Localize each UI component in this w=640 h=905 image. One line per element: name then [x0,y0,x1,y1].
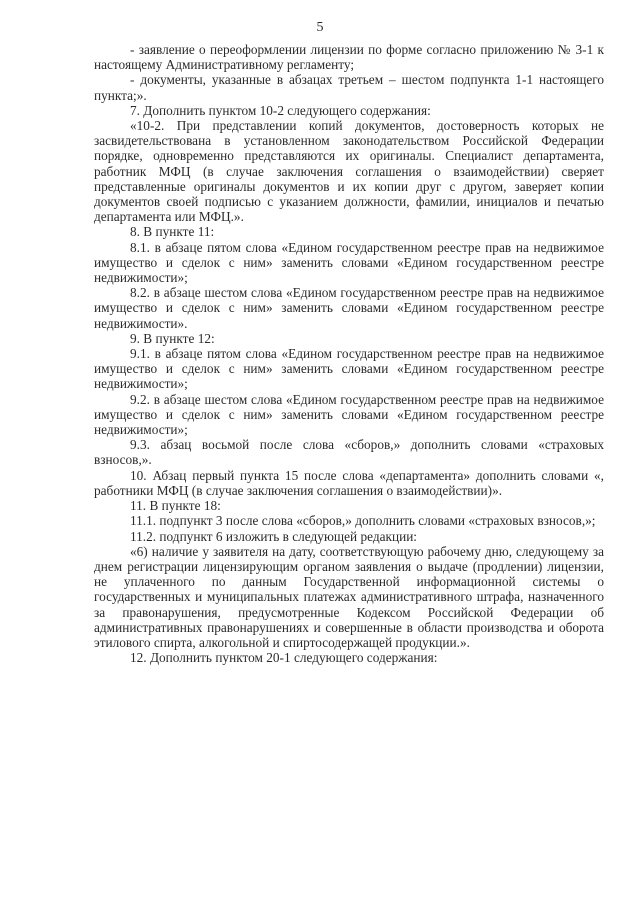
paragraph-item-11-2: 11.2. подпункт 6 изложить в следующей редакции: [130,528,418,544]
paragraph-item-12: 12. Дополнить пунктом 20-1 следующего содержания: [130,650,438,666]
paragraph-item-9-3: 9.3. абзац восьмой после слова «сборов,» дополнить словами «страховых взносов,». [94,437,604,468]
paragraph-item-9-2: 9.2. в абзаце шестом слова «Едином государственном реестре прав на недвижимое имущество и сделок с ним» заменить словами «Едином государственном реестре недвижимости»; [94,391,604,438]
paragraph-item-11-1: 11.1. подпункт 3 после слова «сборов,» дополнить словами «страховых взносов,»; [130,513,596,529]
page-number: 5 [316,20,324,35]
document-body [94,42,604,665]
paragraph-item-11: 11. В пункте 18: [130,498,221,514]
paragraph-item-8-2: 8.2. в абзаце шестом слова «Едином государственном реестре прав на недвижимое имущество и сделок с ним» заменить словами «Едином государственном реестре недвижимости». [94,285,604,331]
paragraph-item-9-1: 9.1. в абзаце пятом слова «Едином государственном реестре прав на недвижимое имущество и сделок с ним» заменить словами «Едином государственном реестре недвижимости»; [94,346,604,392]
paragraph-application-form: - заявление о переоформлении лицензии по форме согласно приложению № 3-1 к настоящему Административному регламенту; [94,42,604,73]
paragraph-item-8-1: 8.1. в абзаце пятом слова «Едином государственном реестре прав на недвижимое имущество и сделок с ним» заменить словами «Едином государственном реестре недвижимости»; [94,239,604,286]
paragraph-documents-listed: - документы, указанные в абзацах третьем – шестом подпункта 1-1 настоящего пункта;». [94,72,604,103]
paragraph-item-9: 9. В пункте 12: [130,330,215,346]
paragraph-subclause-6: «6) наличие у заявителя на дату, соответствующую рабочему дню, следующему за днем регистрации лицензирующим органом заявления о выдаче (продлении) лицензии, не уплаченного по данным Государственной информационной системы о государственных и муниципальных платежах административного штрафа, назначенного за правонарушения, предусмотренные Кодексом Российской Федерации об административных правонарушениях и совершенные в области производства и оборота этилового спирта, алкогольной и спиртосодержащей продукции.». [94,543,604,650]
paragraph-item-7: 7. Дополнить пунктом 10-2 следующего содержания: [130,102,431,118]
paragraph-item-10: 10. Абзац первый пункта 15 после слова «департамента» дополнить словами «, работники МФЦ (в случае заключения соглашения о взаимодействии)». [94,467,604,498]
paragraph-item-8: 8. В пункте 11: [130,224,215,240]
paragraph-clause-10-2: «10-2. При представлении копий документов, достоверность которых не засвидетельствована в установленном законодательством Российской Федерации порядке, одновременно представляются их оригиналы. Специалист департамента, работник МФЦ (в случае заключения соглашения о взаимодействии) сверяет представленные оригиналы документов и их копии друг с другом, заверяет копии документов своей подписью с указанием должности, фамилии, инициалов и печатью департамента или МФЦ.». [94,118,604,225]
